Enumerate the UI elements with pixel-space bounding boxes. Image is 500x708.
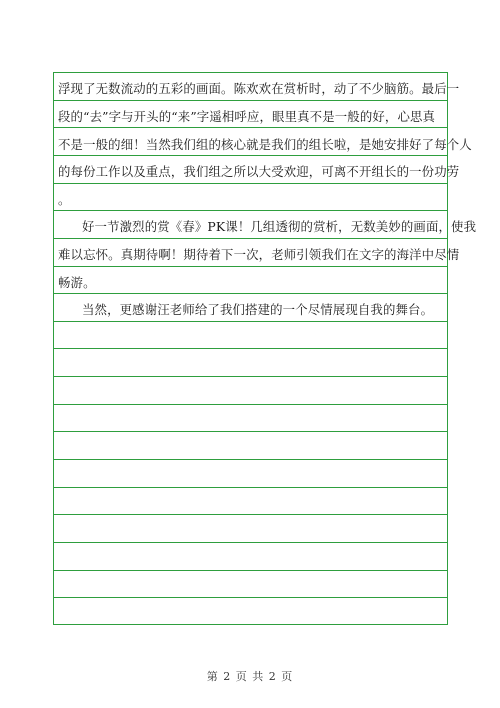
line-text: 难以忘怀。真期待啊！期待着下一次，老师引领我们在文字的海洋中尽情 (58, 247, 460, 263)
line-text: 段的“去”字与开头的“来”字遥相呼应，眼里真不是一般的好，心思真 (58, 108, 436, 124)
line-text: 。 (58, 191, 71, 207)
ruled-line (54, 488, 447, 516)
line-text: 好一节激烈的赏《春》PK课！几组透彻的赏析，无数美妙的画面，使我 (82, 219, 477, 235)
ruled-line (54, 239, 460, 267)
ruled-line (54, 73, 460, 101)
page-footer: 第 2 页 共 2 页 (206, 670, 294, 683)
line-text: 当然，更感谢汪老师给了我们搭建的一个尽情展现自我的舞台。 (82, 302, 434, 318)
ruled-line (54, 543, 447, 571)
line-text: 不是一般的细！当然我们组的核心就是我们的组长啦，是她安排好了每个人 (58, 136, 472, 152)
ruled-line (54, 598, 447, 626)
ruled-line (54, 350, 447, 378)
line-text: 的每份工作以及重点，我们组之所以大受欢迎，可离不开组长的一份功劳 (58, 164, 460, 180)
ruled-line (54, 128, 472, 156)
ruled-line (54, 267, 447, 295)
ruled-line (54, 377, 447, 405)
ruled-line (54, 211, 477, 239)
ruled-line (54, 515, 447, 543)
line-text: 畅游。 (58, 274, 96, 290)
ruled-line (54, 405, 447, 433)
ruled-line (54, 101, 447, 129)
lined-writing-sheet (53, 72, 477, 625)
ruled-line (54, 432, 447, 460)
line-text: 浮现了无数流动的五彩的画面。陈欢欢在赏析时，动了不少脑筋。最后一 (58, 81, 460, 97)
ruled-line (54, 184, 447, 212)
ruled-line (54, 571, 447, 599)
ruled-line (54, 294, 447, 322)
ruled-line (54, 322, 447, 350)
ruled-line (54, 460, 447, 488)
ruled-line (54, 156, 460, 184)
